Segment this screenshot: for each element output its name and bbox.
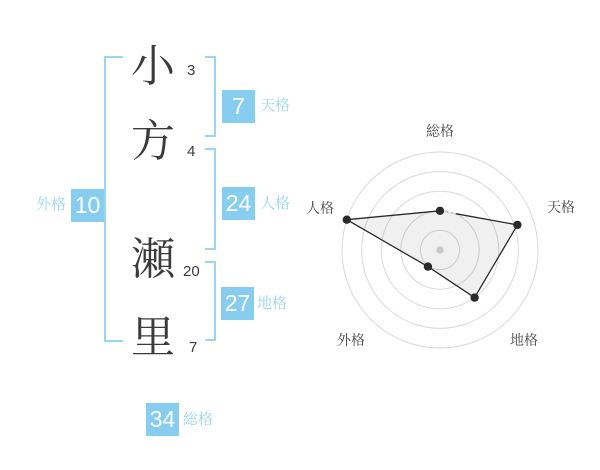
name-character-2: 方 — [131, 117, 175, 166]
soukaku-value-badge: 34 — [146, 403, 179, 436]
stroke-count-2: 4 — [187, 143, 196, 160]
radar-axis-label-gaikaku: 外格 — [337, 332, 365, 348]
jinkaku-value-badge: 24 — [222, 187, 255, 220]
radar-center-dot — [436, 246, 444, 254]
name-character-3: 瀬 — [131, 235, 175, 284]
stroke-count-4: 7 — [189, 339, 198, 356]
gaikaku-value-badge: 10 — [71, 189, 104, 222]
radar-axis-label-chikaku: 地格 — [510, 332, 538, 348]
radar-axis-label-jinkaku: 人格 — [306, 200, 334, 216]
name-character-4: 里 — [131, 313, 175, 362]
radar-axis-label-soukaku: 総格 — [426, 123, 454, 139]
bracket-chikaku — [205, 261, 216, 341]
bracket-tenkaku — [205, 56, 216, 137]
bracket-jinkaku — [205, 148, 216, 250]
chikaku-value-badge: 27 — [221, 287, 254, 320]
jinkaku-label: 人格 — [260, 195, 291, 212]
soukaku-label: 総格 — [183, 411, 214, 428]
stroke-count-1: 3 — [187, 62, 196, 79]
bracket-gaikaku-outer — [104, 56, 123, 342]
radar-axis-label-tenkaku: 天格 — [547, 199, 575, 215]
name-character-1: 小 — [131, 42, 175, 91]
gaikaku-label: 外格 — [36, 196, 67, 213]
chikaku-label: 地格 — [257, 295, 288, 312]
tenkaku-label: 天格 — [260, 97, 291, 114]
stroke-count-3: 20 — [183, 263, 200, 280]
radar-chart — [300, 100, 600, 390]
radar-data-polygon — [343, 207, 522, 302]
tenkaku-value-badge: 7 — [222, 90, 255, 123]
